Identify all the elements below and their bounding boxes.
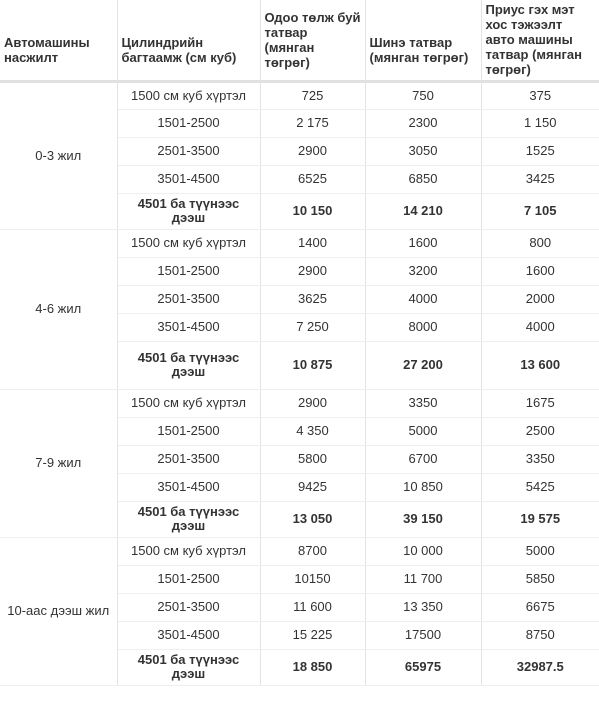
current-tax-cell: 15 225 — [260, 621, 365, 649]
current-tax-cell: 11 600 — [260, 593, 365, 621]
cylinder-cell: 2501-3500 — [117, 593, 260, 621]
age-group-cell: 7-9 жил — [0, 389, 117, 537]
hybrid-tax-cell: 5850 — [481, 565, 599, 593]
header-hybrid-tax: Приус гэх мэт хос тэжээлт авто машины татвар (мянган төгрөг) — [481, 0, 599, 81]
header-cylinder-capacity: Цилиндрийн багтаамж (см куб) — [117, 0, 260, 81]
cylinder-cell: 1500 см куб хүртэл — [117, 537, 260, 565]
current-tax-cell: 1400 — [260, 229, 365, 257]
cylinder-cell: 2501-3500 — [117, 445, 260, 473]
current-tax-cell: 725 — [260, 81, 365, 109]
cylinder-cell: 3501-4500 — [117, 165, 260, 193]
new-tax-cell: 10 000 — [365, 537, 481, 565]
new-tax-cell: 6850 — [365, 165, 481, 193]
new-tax-cell: 13 350 — [365, 593, 481, 621]
new-tax-cell: 3200 — [365, 257, 481, 285]
new-tax-cell: 750 — [365, 81, 481, 109]
header-vehicle-age: Автомашины насжилт — [0, 0, 117, 81]
header-current-tax: Одоо төлж буй татвар (мянган төгрөг) — [260, 0, 365, 81]
hybrid-tax-cell: 2500 — [481, 417, 599, 445]
cylinder-cell: 1501-2500 — [117, 109, 260, 137]
new-tax-cell: 1600 — [365, 229, 481, 257]
hybrid-tax-cell: 1525 — [481, 137, 599, 165]
table-row — [0, 389, 599, 417]
hybrid-tax-cell: 375 — [481, 81, 599, 109]
new-tax-cell: 2300 — [365, 109, 481, 137]
current-tax-cell: 18 850 — [260, 649, 365, 685]
current-tax-cell: 5800 — [260, 445, 365, 473]
cylinder-cell: 2501-3500 — [117, 285, 260, 313]
current-tax-cell: 4 350 — [260, 417, 365, 445]
cylinder-cell: 3501-4500 — [117, 621, 260, 649]
current-tax-cell: 9425 — [260, 473, 365, 501]
cylinder-cell: 1500 см куб хүртэл — [117, 229, 260, 257]
new-tax-cell: 11 700 — [365, 565, 481, 593]
hybrid-tax-cell: 4000 — [481, 313, 599, 341]
hybrid-tax-cell: 32987.5 — [481, 649, 599, 685]
current-tax-cell: 10150 — [260, 565, 365, 593]
hybrid-tax-cell: 5425 — [481, 473, 599, 501]
hybrid-tax-cell: 6675 — [481, 593, 599, 621]
current-tax-cell: 2900 — [260, 257, 365, 285]
table-body — [0, 81, 599, 685]
hybrid-tax-cell: 1675 — [481, 389, 599, 417]
hybrid-tax-cell: 13 600 — [481, 341, 599, 389]
hybrid-tax-cell: 5000 — [481, 537, 599, 565]
new-tax-cell: 6700 — [365, 445, 481, 473]
new-tax-cell: 39 150 — [365, 501, 481, 537]
cylinder-cell: 4501 ба түүнээс дээш — [117, 341, 260, 389]
cylinder-cell: 1500 см куб хүртэл — [117, 389, 260, 417]
current-tax-cell: 3625 — [260, 285, 365, 313]
current-tax-cell: 2900 — [260, 389, 365, 417]
cylinder-cell: 3501-4500 — [117, 473, 260, 501]
table-row — [0, 81, 599, 109]
current-tax-cell: 2 175 — [260, 109, 365, 137]
current-tax-cell: 7 250 — [260, 313, 365, 341]
new-tax-cell: 8000 — [365, 313, 481, 341]
new-tax-cell: 17500 — [365, 621, 481, 649]
hybrid-tax-cell: 19 575 — [481, 501, 599, 537]
hybrid-tax-cell: 1600 — [481, 257, 599, 285]
current-tax-cell: 6525 — [260, 165, 365, 193]
new-tax-cell: 65975 — [365, 649, 481, 685]
hybrid-tax-cell: 7 105 — [481, 193, 599, 229]
current-tax-cell: 10 875 — [260, 341, 365, 389]
new-tax-cell: 4000 — [365, 285, 481, 313]
current-tax-cell: 2900 — [260, 137, 365, 165]
new-tax-cell: 10 850 — [365, 473, 481, 501]
cylinder-cell: 1501-2500 — [117, 417, 260, 445]
header-new-tax: Шинэ татвар (мянган төгрөг) — [365, 0, 481, 81]
current-tax-cell: 10 150 — [260, 193, 365, 229]
cylinder-cell: 1501-2500 — [117, 257, 260, 285]
hybrid-tax-cell: 2000 — [481, 285, 599, 313]
cylinder-cell: 1501-2500 — [117, 565, 260, 593]
age-group-cell: 4-6 жил — [0, 229, 117, 389]
new-tax-cell: 14 210 — [365, 193, 481, 229]
current-tax-cell: 8700 — [260, 537, 365, 565]
hybrid-tax-cell: 1 150 — [481, 109, 599, 137]
cylinder-cell: 4501 ба түүнээс дээш — [117, 501, 260, 537]
cylinder-cell: 3501-4500 — [117, 313, 260, 341]
hybrid-tax-cell: 800 — [481, 229, 599, 257]
cylinder-cell: 4501 ба түүнээс дээш — [117, 193, 260, 229]
cylinder-cell: 1500 см куб хүртэл — [117, 81, 260, 109]
new-tax-cell: 5000 — [365, 417, 481, 445]
table-row — [0, 229, 599, 257]
cylinder-cell: 4501 ба түүнээс дээш — [117, 649, 260, 685]
current-tax-cell: 13 050 — [260, 501, 365, 537]
hybrid-tax-cell: 8750 — [481, 621, 599, 649]
new-tax-cell: 3050 — [365, 137, 481, 165]
table-row — [0, 537, 599, 565]
hybrid-tax-cell: 3350 — [481, 445, 599, 473]
age-group-cell: 10-аас дээш жил — [0, 537, 117, 685]
header-row — [0, 0, 599, 81]
table-header — [0, 0, 599, 81]
new-tax-cell: 3350 — [365, 389, 481, 417]
new-tax-cell: 27 200 — [365, 341, 481, 389]
hybrid-tax-cell: 3425 — [481, 165, 599, 193]
age-group-cell: 0-3 жил — [0, 81, 117, 229]
cylinder-cell: 2501-3500 — [117, 137, 260, 165]
